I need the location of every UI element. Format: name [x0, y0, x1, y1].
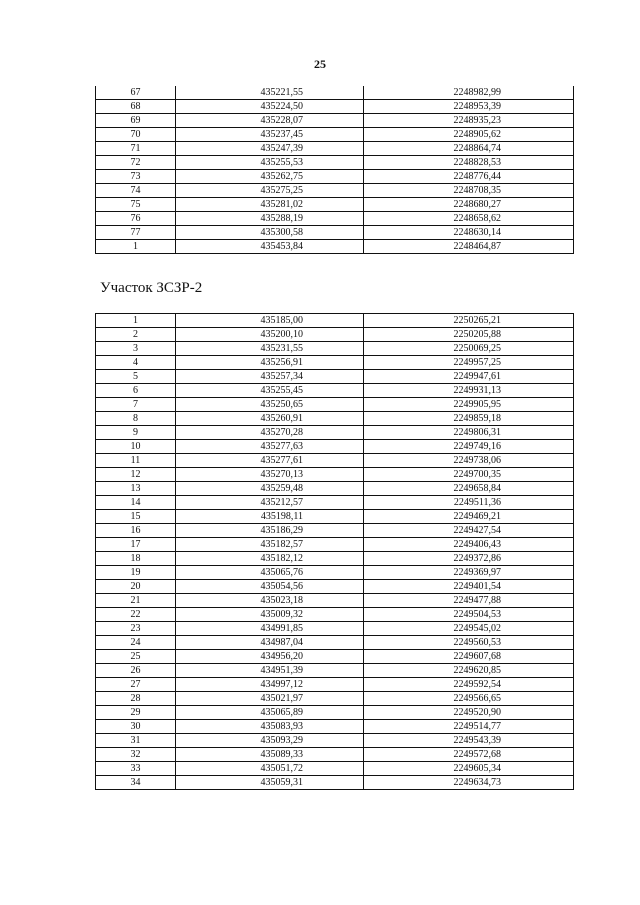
y-coordinate-cell: 2249401,54	[364, 580, 574, 594]
point-number-cell: 68	[96, 100, 176, 114]
table-row	[96, 524, 574, 538]
point-number-cell: 2	[96, 328, 176, 342]
point-number-cell: 74	[96, 184, 176, 198]
coordinates-table-zszr-2	[95, 313, 574, 790]
y-coordinate-cell: 2250205,88	[364, 328, 574, 342]
table-body	[96, 314, 574, 790]
x-coordinate-cell: 435288,19	[176, 212, 364, 226]
y-coordinate-cell: 2249572,68	[364, 748, 574, 762]
x-coordinate-cell: 435256,91	[176, 356, 364, 370]
y-coordinate-cell: 2249749,16	[364, 440, 574, 454]
x-coordinate-cell: 435259,48	[176, 482, 364, 496]
table-row	[96, 198, 574, 212]
point-number-cell: 23	[96, 622, 176, 636]
table-row	[96, 538, 574, 552]
x-coordinate-cell: 435093,29	[176, 734, 364, 748]
table-row	[96, 426, 574, 440]
point-number-cell: 20	[96, 580, 176, 594]
x-coordinate-cell: 435212,57	[176, 496, 364, 510]
y-coordinate-cell: 2249658,84	[364, 482, 574, 496]
x-coordinate-cell: 435281,02	[176, 198, 364, 212]
x-coordinate-cell: 435065,89	[176, 706, 364, 720]
x-coordinate-cell: 435051,72	[176, 762, 364, 776]
x-coordinate-cell: 435250,65	[176, 398, 364, 412]
table-body	[96, 86, 574, 254]
point-number-cell: 77	[96, 226, 176, 240]
x-coordinate-cell: 435198,11	[176, 510, 364, 524]
table-row	[96, 622, 574, 636]
x-coordinate-cell: 435277,63	[176, 440, 364, 454]
y-coordinate-cell: 2249520,90	[364, 706, 574, 720]
y-coordinate-cell: 2249957,25	[364, 356, 574, 370]
y-coordinate-cell: 2249369,97	[364, 566, 574, 580]
point-number-cell: 22	[96, 608, 176, 622]
x-coordinate-cell: 434991,85	[176, 622, 364, 636]
table-row	[96, 678, 574, 692]
table-row	[96, 566, 574, 580]
x-coordinate-cell: 434997,12	[176, 678, 364, 692]
y-coordinate-cell: 2248776,44	[364, 170, 574, 184]
y-coordinate-cell: 2249806,31	[364, 426, 574, 440]
table-row	[96, 240, 574, 254]
table-row	[96, 170, 574, 184]
y-coordinate-cell: 2249605,34	[364, 762, 574, 776]
y-coordinate-cell: 2248630,14	[364, 226, 574, 240]
x-coordinate-cell: 435059,31	[176, 776, 364, 790]
table-row	[96, 580, 574, 594]
y-coordinate-cell: 2249545,02	[364, 622, 574, 636]
point-number-cell: 71	[96, 142, 176, 156]
x-coordinate-cell: 435009,32	[176, 608, 364, 622]
x-coordinate-cell: 434987,04	[176, 636, 364, 650]
x-coordinate-cell: 435083,93	[176, 720, 364, 734]
table-row	[96, 356, 574, 370]
x-coordinate-cell: 435270,28	[176, 426, 364, 440]
x-coordinate-cell: 434951,39	[176, 664, 364, 678]
y-coordinate-cell: 2249560,53	[364, 636, 574, 650]
y-coordinate-cell: 2249406,43	[364, 538, 574, 552]
point-number-cell: 67	[96, 86, 176, 100]
table-row	[96, 212, 574, 226]
y-coordinate-cell: 2249931,13	[364, 384, 574, 398]
x-coordinate-cell: 435453,84	[176, 240, 364, 254]
point-number-cell: 12	[96, 468, 176, 482]
y-coordinate-cell: 2249607,68	[364, 650, 574, 664]
x-coordinate-cell: 435065,76	[176, 566, 364, 580]
y-coordinate-cell: 2248864,74	[364, 142, 574, 156]
table-row	[96, 468, 574, 482]
y-coordinate-cell: 2249634,73	[364, 776, 574, 790]
table-row	[96, 552, 574, 566]
point-number-cell: 76	[96, 212, 176, 226]
table-row	[96, 664, 574, 678]
table-row	[96, 342, 574, 356]
y-coordinate-cell: 2249514,77	[364, 720, 574, 734]
table-row	[96, 734, 574, 748]
y-coordinate-cell: 2248680,27	[364, 198, 574, 212]
point-number-cell: 33	[96, 762, 176, 776]
x-coordinate-cell: 435228,07	[176, 114, 364, 128]
x-coordinate-cell: 435224,50	[176, 100, 364, 114]
x-coordinate-cell: 435200,10	[176, 328, 364, 342]
x-coordinate-cell: 435021,97	[176, 692, 364, 706]
y-coordinate-cell: 2249566,65	[364, 692, 574, 706]
y-coordinate-cell: 2249859,18	[364, 412, 574, 426]
x-coordinate-cell: 435277,61	[176, 454, 364, 468]
table-row	[96, 86, 574, 100]
y-coordinate-cell: 2248905,62	[364, 128, 574, 142]
x-coordinate-cell: 435270,13	[176, 468, 364, 482]
point-number-cell: 24	[96, 636, 176, 650]
table-row	[96, 482, 574, 496]
table-row	[96, 412, 574, 426]
point-number-cell: 7	[96, 398, 176, 412]
table-row	[96, 762, 574, 776]
x-coordinate-cell: 435275,25	[176, 184, 364, 198]
y-coordinate-cell: 2249543,39	[364, 734, 574, 748]
x-coordinate-cell: 435262,75	[176, 170, 364, 184]
x-coordinate-cell: 435231,55	[176, 342, 364, 356]
table-row	[96, 748, 574, 762]
y-coordinate-cell: 2249477,88	[364, 594, 574, 608]
point-number-cell: 75	[96, 198, 176, 212]
x-coordinate-cell: 435054,56	[176, 580, 364, 594]
table-row	[96, 328, 574, 342]
point-number-cell: 5	[96, 370, 176, 384]
x-coordinate-cell: 435186,29	[176, 524, 364, 538]
table-row	[96, 384, 574, 398]
y-coordinate-cell: 2249620,85	[364, 664, 574, 678]
x-coordinate-cell: 435221,55	[176, 86, 364, 100]
point-number-cell: 1	[96, 314, 176, 328]
point-number-cell: 1	[96, 240, 176, 254]
y-coordinate-cell: 2248935,23	[364, 114, 574, 128]
table-row	[96, 128, 574, 142]
y-coordinate-cell: 2249504,53	[364, 608, 574, 622]
table-row	[96, 706, 574, 720]
y-coordinate-cell: 2250265,21	[364, 314, 574, 328]
table-row	[96, 776, 574, 790]
x-coordinate-cell: 435247,39	[176, 142, 364, 156]
table-row	[96, 314, 574, 328]
point-number-cell: 14	[96, 496, 176, 510]
y-coordinate-cell: 2248828,53	[364, 156, 574, 170]
y-coordinate-cell: 2249738,06	[364, 454, 574, 468]
y-coordinate-cell: 2248953,39	[364, 100, 574, 114]
y-coordinate-cell: 2248464,87	[364, 240, 574, 254]
x-coordinate-cell: 435182,57	[176, 538, 364, 552]
table-row	[96, 226, 574, 240]
x-coordinate-cell: 435089,33	[176, 748, 364, 762]
table-row	[96, 720, 574, 734]
point-number-cell: 11	[96, 454, 176, 468]
table-row	[96, 114, 574, 128]
page-number: 25	[314, 57, 326, 71]
point-number-cell: 34	[96, 776, 176, 790]
point-number-cell: 25	[96, 650, 176, 664]
point-number-cell: 16	[96, 524, 176, 538]
point-number-cell: 15	[96, 510, 176, 524]
y-coordinate-cell: 2249947,61	[364, 370, 574, 384]
x-coordinate-cell: 435237,45	[176, 128, 364, 142]
y-coordinate-cell: 2248658,62	[364, 212, 574, 226]
y-coordinate-cell: 2248708,35	[364, 184, 574, 198]
point-number-cell: 70	[96, 128, 176, 142]
point-number-cell: 31	[96, 734, 176, 748]
coordinates-table-continued	[95, 86, 574, 254]
point-number-cell: 27	[96, 678, 176, 692]
x-coordinate-cell: 435255,45	[176, 384, 364, 398]
point-number-cell: 18	[96, 552, 176, 566]
table-row	[96, 692, 574, 706]
table-row	[96, 454, 574, 468]
point-number-cell: 72	[96, 156, 176, 170]
x-coordinate-cell: 435023,18	[176, 594, 364, 608]
x-coordinate-cell: 435300,58	[176, 226, 364, 240]
point-number-cell: 3	[96, 342, 176, 356]
table-row	[96, 594, 574, 608]
x-coordinate-cell: 435260,91	[176, 412, 364, 426]
table-row	[96, 496, 574, 510]
y-coordinate-cell: 2250069,25	[364, 342, 574, 356]
point-number-cell: 6	[96, 384, 176, 398]
y-coordinate-cell: 2248982,99	[364, 86, 574, 100]
table-row	[96, 370, 574, 384]
table-row	[96, 100, 574, 114]
point-number-cell: 13	[96, 482, 176, 496]
x-coordinate-cell: 434956,20	[176, 650, 364, 664]
point-number-cell: 30	[96, 720, 176, 734]
point-number-cell: 17	[96, 538, 176, 552]
x-coordinate-cell: 435185,00	[176, 314, 364, 328]
point-number-cell: 8	[96, 412, 176, 426]
point-number-cell: 4	[96, 356, 176, 370]
table-row	[96, 142, 574, 156]
point-number-cell: 73	[96, 170, 176, 184]
y-coordinate-cell: 2249905,95	[364, 398, 574, 412]
x-coordinate-cell: 435255,53	[176, 156, 364, 170]
table-row	[96, 156, 574, 170]
table-row	[96, 650, 574, 664]
x-coordinate-cell: 435182,12	[176, 552, 364, 566]
table-row	[96, 510, 574, 524]
point-number-cell: 26	[96, 664, 176, 678]
point-number-cell: 21	[96, 594, 176, 608]
table-row	[96, 608, 574, 622]
point-number-cell: 32	[96, 748, 176, 762]
x-coordinate-cell: 435257,34	[176, 370, 364, 384]
point-number-cell: 29	[96, 706, 176, 720]
y-coordinate-cell: 2249592,54	[364, 678, 574, 692]
table-row	[96, 440, 574, 454]
y-coordinate-cell: 2249700,35	[364, 468, 574, 482]
table-row	[96, 184, 574, 198]
section-heading: Участок ЗСЗР-2	[100, 280, 203, 296]
table-row	[96, 636, 574, 650]
point-number-cell: 69	[96, 114, 176, 128]
table-row	[96, 398, 574, 412]
y-coordinate-cell: 2249511,36	[364, 496, 574, 510]
point-number-cell: 9	[96, 426, 176, 440]
point-number-cell: 10	[96, 440, 176, 454]
y-coordinate-cell: 2249372,86	[364, 552, 574, 566]
point-number-cell: 28	[96, 692, 176, 706]
y-coordinate-cell: 2249427,54	[364, 524, 574, 538]
y-coordinate-cell: 2249469,21	[364, 510, 574, 524]
point-number-cell: 19	[96, 566, 176, 580]
